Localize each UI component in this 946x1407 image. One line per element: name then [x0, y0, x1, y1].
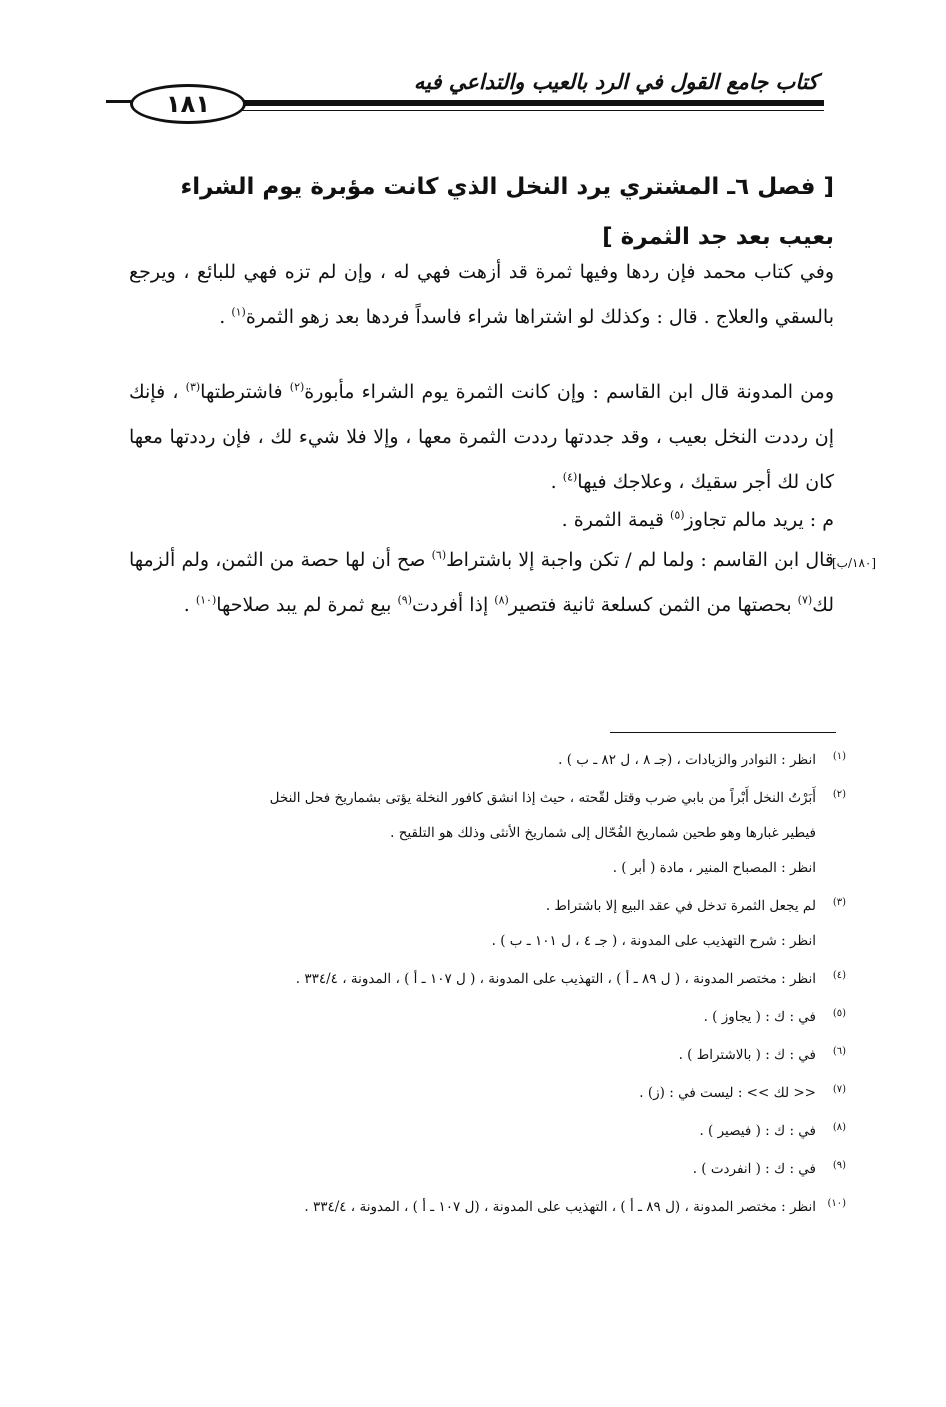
footnote-number: (٤): [832, 970, 846, 981]
footnote-number: (١٠): [827, 1198, 846, 1209]
footnote-10: [112, 1198, 846, 1216]
footnote-text: في : ك : ( يجاوز ) .: [703, 1009, 816, 1025]
paragraph-text: ومن المدونة قال ابن القاسم : وإن كانت الثمرة يوم الشراء مأبورة: [304, 381, 835, 403]
page-number: ١٨١: [130, 84, 246, 124]
footnote-ref: (٣): [185, 380, 201, 394]
footnote-5: [112, 1008, 846, 1026]
footnote-7: [112, 1084, 846, 1102]
footnote-9: [112, 1160, 846, 1178]
paragraph-1: [129, 250, 834, 340]
footnote-number: (٦): [832, 1046, 846, 1057]
footnote-number: (٨): [832, 1122, 846, 1133]
header-rule-thin: [220, 110, 824, 111]
footnote-ref: (٩): [397, 593, 412, 607]
footnote-ref: (٨): [494, 593, 509, 607]
paragraph-4: [129, 538, 834, 628]
paragraph-text: وفي كتاب محمد فإن ردها وفيها ثمرة قد أزهت فهي له ، وإن لم تزه فهي للبائع ، ويرجع بالسقي والعلاج . قال : وكذلك لو اشتراها شراء فاسداً فردها بعد زهو الثمرة: [129, 261, 834, 328]
footnote-text: << لك >> : ليست في : (ز) .: [639, 1085, 816, 1101]
footnotes: [112, 751, 846, 1237]
footnote-number: (٣): [832, 897, 846, 908]
footnote-number: (٩): [832, 1160, 846, 1171]
footnote-ref: (٧): [797, 593, 813, 607]
paragraph-text: ، فإنك إن رددت النخل بعيب ، وقد جددتها رددت الثمرة معها ، وإلا فلا شيء لك ، فإن رددتها معها كان لك أجر سقيك ، وعلاجك فيها: [129, 381, 834, 493]
paragraph-text: بيع ثمرة لم يبد صلاحها: [216, 594, 398, 616]
footnote-text: في : ك : ( انفردت ) .: [692, 1161, 816, 1177]
paragraph-3: [129, 498, 834, 543]
section-heading: [ فصل ٦ـ المشتري يرد النخل الذي كانت مؤبرة يوم الشراء بعيب بعد جد الثمرة ]: [180, 174, 834, 250]
paragraph-text: إذا أفردت: [411, 594, 495, 616]
paragraph-text: قال ابن القاسم : ولما لم / تكن واجبة إلا باشتراط: [446, 549, 834, 571]
footnote-text: انظر : شرح التهذيب على المدونة ، ( جـ ٤ ، ل ١٠١ ـ ب ) .: [491, 933, 816, 949]
paragraph-end: .: [219, 306, 232, 328]
footnote-text: أَبَرْتُ النخل أَبْراً من بابي ضرب وقتل لقّحته ، حيث إذا انشق كافور النخلة يؤتى بشماريخ فحل النخل: [269, 790, 816, 806]
footnote-text: انظر : المصباح المنير ، مادة ( أبر ) .: [612, 860, 816, 876]
paragraph-text: صح أن لها حصة من الثمن، ولم ألزمها لك: [129, 549, 834, 616]
footnote-ref: (٤): [562, 470, 578, 484]
manuscript-folio-note: [١٨٠/ب]: [832, 556, 877, 570]
footnote-ref: (١٠): [195, 593, 217, 607]
footnote-text: في : ك : ( بالاشتراط ) .: [678, 1047, 816, 1063]
footnote-ref: (٢): [289, 380, 305, 394]
paragraph-end: .: [183, 594, 196, 616]
paragraph-text: قيمة الثمرة .: [561, 509, 671, 531]
footnote-1: [112, 751, 846, 769]
footnote-text: في : ك : ( فيصير ) .: [699, 1123, 816, 1139]
footnote-text: لم يجعل الثمرة تدخل في عقد البيع إلا باشتراط .: [545, 898, 816, 914]
footnote-text: فيطير غبارها وهو طحين شماريخ الفُحّال إلى شماريخ الأنثى وذلك هو التلقيح .: [390, 825, 816, 841]
paragraph-2: [129, 370, 834, 505]
footnote-text: انظر : مختصر المدونة ، (ل ٨٩ ـ أ ) ، التهذيب على المدونة ، (ل ١٠٧ ـ أ ) ، المدونة ، ٣٣٤/٤ .: [304, 1199, 816, 1215]
footnote-ref: (٦): [431, 548, 447, 562]
footnote-number: (٧): [832, 1084, 846, 1095]
paragraph-text: فاشترطتها: [200, 381, 290, 403]
paragraph-text: م : يريد مالم تجاوز: [684, 509, 834, 531]
paragraph-text: بحصتها من الثمن كسلعة ثانية فتصير: [508, 594, 798, 616]
footnote-6: [112, 1046, 846, 1064]
footnote-3: [112, 897, 846, 950]
footnote-ref: (٥): [670, 508, 685, 522]
footnote-2: [112, 789, 846, 877]
footnote-number: (١): [832, 751, 846, 762]
footnote-ref: (١): [231, 305, 246, 319]
footnote-4: [112, 970, 846, 988]
paragraph-end: .: [550, 471, 563, 493]
footnote-separator: [610, 732, 836, 733]
running-title: كتاب جامع القول في الرد بالعيب والتداعي فيه: [413, 70, 818, 94]
header-rule-thick: [220, 100, 824, 106]
page-header: [120, 62, 830, 124]
footnote-number: (٢): [832, 789, 846, 800]
footnote-text: انظر : النوادر والزيادات ، (جـ ٨ ، ل ٨٢ ـ ب ) .: [558, 752, 816, 768]
footnote-number: (٥): [832, 1008, 846, 1019]
footnote-text: انظر : مختصر المدونة ، ( ل ٨٩ ـ أ ) ، التهذيب على المدونة ، ( ل ١٠٧ ـ أ ) ، المدونة ، ٣٣٤/٤ .: [295, 971, 816, 987]
footnote-8: [112, 1122, 846, 1140]
